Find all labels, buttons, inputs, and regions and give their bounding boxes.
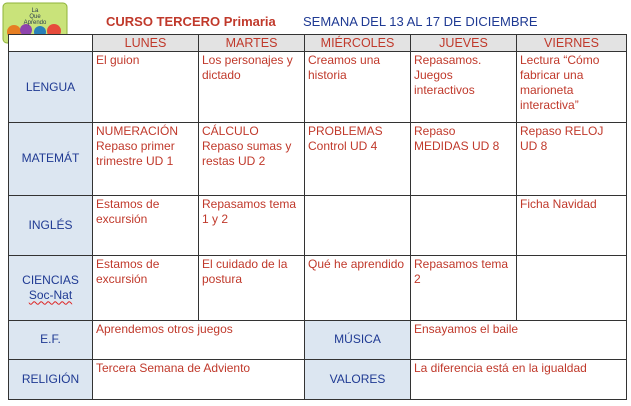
course-title: CURSO TERCERO Primaria (106, 14, 276, 29)
cell-lengua-wednesday: Creamos una historia (305, 52, 411, 123)
cell-ciencias-tuesday: El cuidado de la postura (199, 256, 305, 321)
cell-ciencias-thursday: Repasamos tema 2 (411, 256, 517, 321)
row-lengua (9, 52, 627, 123)
cell-ingles-thursday (411, 195, 517, 256)
row-matemat (9, 122, 627, 195)
week-label: SEMANA DEL 13 AL 17 DE DICIEMBRE (303, 14, 538, 29)
subject-musica: MÚSICA (305, 321, 411, 359)
cell-lengua-monday: El guion (93, 52, 199, 123)
cell-lengua-friday: Lectura “Cómo fabricar una marioneta interactiva” (517, 52, 627, 123)
cell-ef-content: Aprendemos otros juegos (93, 321, 305, 359)
cell-matemat-friday: Repaso RELOJ UD 8 (517, 122, 627, 195)
svg-text:La: La (31, 8, 39, 14)
cell-matemat-thursday: Repaso MEDIDAS UD 8 (411, 122, 517, 195)
cell-musica-content: Ensayamos el baile (411, 321, 627, 359)
corner-cell (9, 35, 93, 52)
cell-lengua-tuesday: Los personajes y dictado (199, 52, 305, 123)
row-religion (9, 359, 627, 399)
subject-ciencias (9, 256, 93, 321)
cell-ingles-tuesday: Repasamos tema 1 y 2 (199, 195, 305, 256)
cell-ingles-friday: Ficha Navidad (517, 195, 627, 256)
subject-ingles: INGLÉS (9, 195, 93, 256)
cell-matemat-tuesday: CÁLCULO Repaso sumas y restas UD 2 (199, 122, 305, 195)
cell-matemat-wednesday: PROBLEMAS Control UD 4 (305, 122, 411, 195)
row-ciencias (9, 256, 627, 321)
schedule-table (8, 34, 627, 400)
subject-ciencias-line1: CIENCIAS (22, 273, 79, 288)
day-header-tuesday: MARTES (199, 35, 305, 52)
cell-matemat-monday: NUMERACIÓN Repaso primer trimestre UD 1 (93, 122, 199, 195)
day-header-thursday: JUEVES (411, 35, 517, 52)
day-header-friday: VIERNES (517, 35, 627, 52)
cell-religion-content: Tercera Semana de Adviento (93, 359, 305, 399)
subject-matemat: MATEMÁT (9, 122, 93, 195)
day-header-row (9, 35, 627, 52)
row-ingles (9, 195, 627, 256)
subject-valores: VALORES (305, 359, 411, 399)
cell-ciencias-wednesday: Qué he aprendido (305, 256, 411, 321)
subject-ef: E.F. (9, 321, 93, 359)
svg-text:Que: Que (29, 14, 41, 20)
cell-valores-content: La diferencia está en la igualdad (411, 359, 627, 399)
cell-lengua-thursday: Repasamos. Juegos interactivos (411, 52, 517, 123)
cell-ciencias-monday: Estamos de excursión (93, 256, 199, 321)
svg-text:Aprendo: Aprendo (23, 20, 47, 26)
day-header-monday: LUNES (93, 35, 199, 52)
cell-ingles-monday: Estamos de excursión (93, 195, 199, 256)
cell-ingles-wednesday (305, 195, 411, 256)
cell-ciencias-friday (517, 256, 627, 321)
row-ef (9, 321, 627, 359)
day-header-wednesday: MIÉRCOLES (305, 35, 411, 52)
subject-ciencias-line2: Soc-Nat (28, 288, 73, 303)
subject-lengua: LENGUA (9, 52, 93, 123)
subject-religion: RELIGIÓN (9, 359, 93, 399)
